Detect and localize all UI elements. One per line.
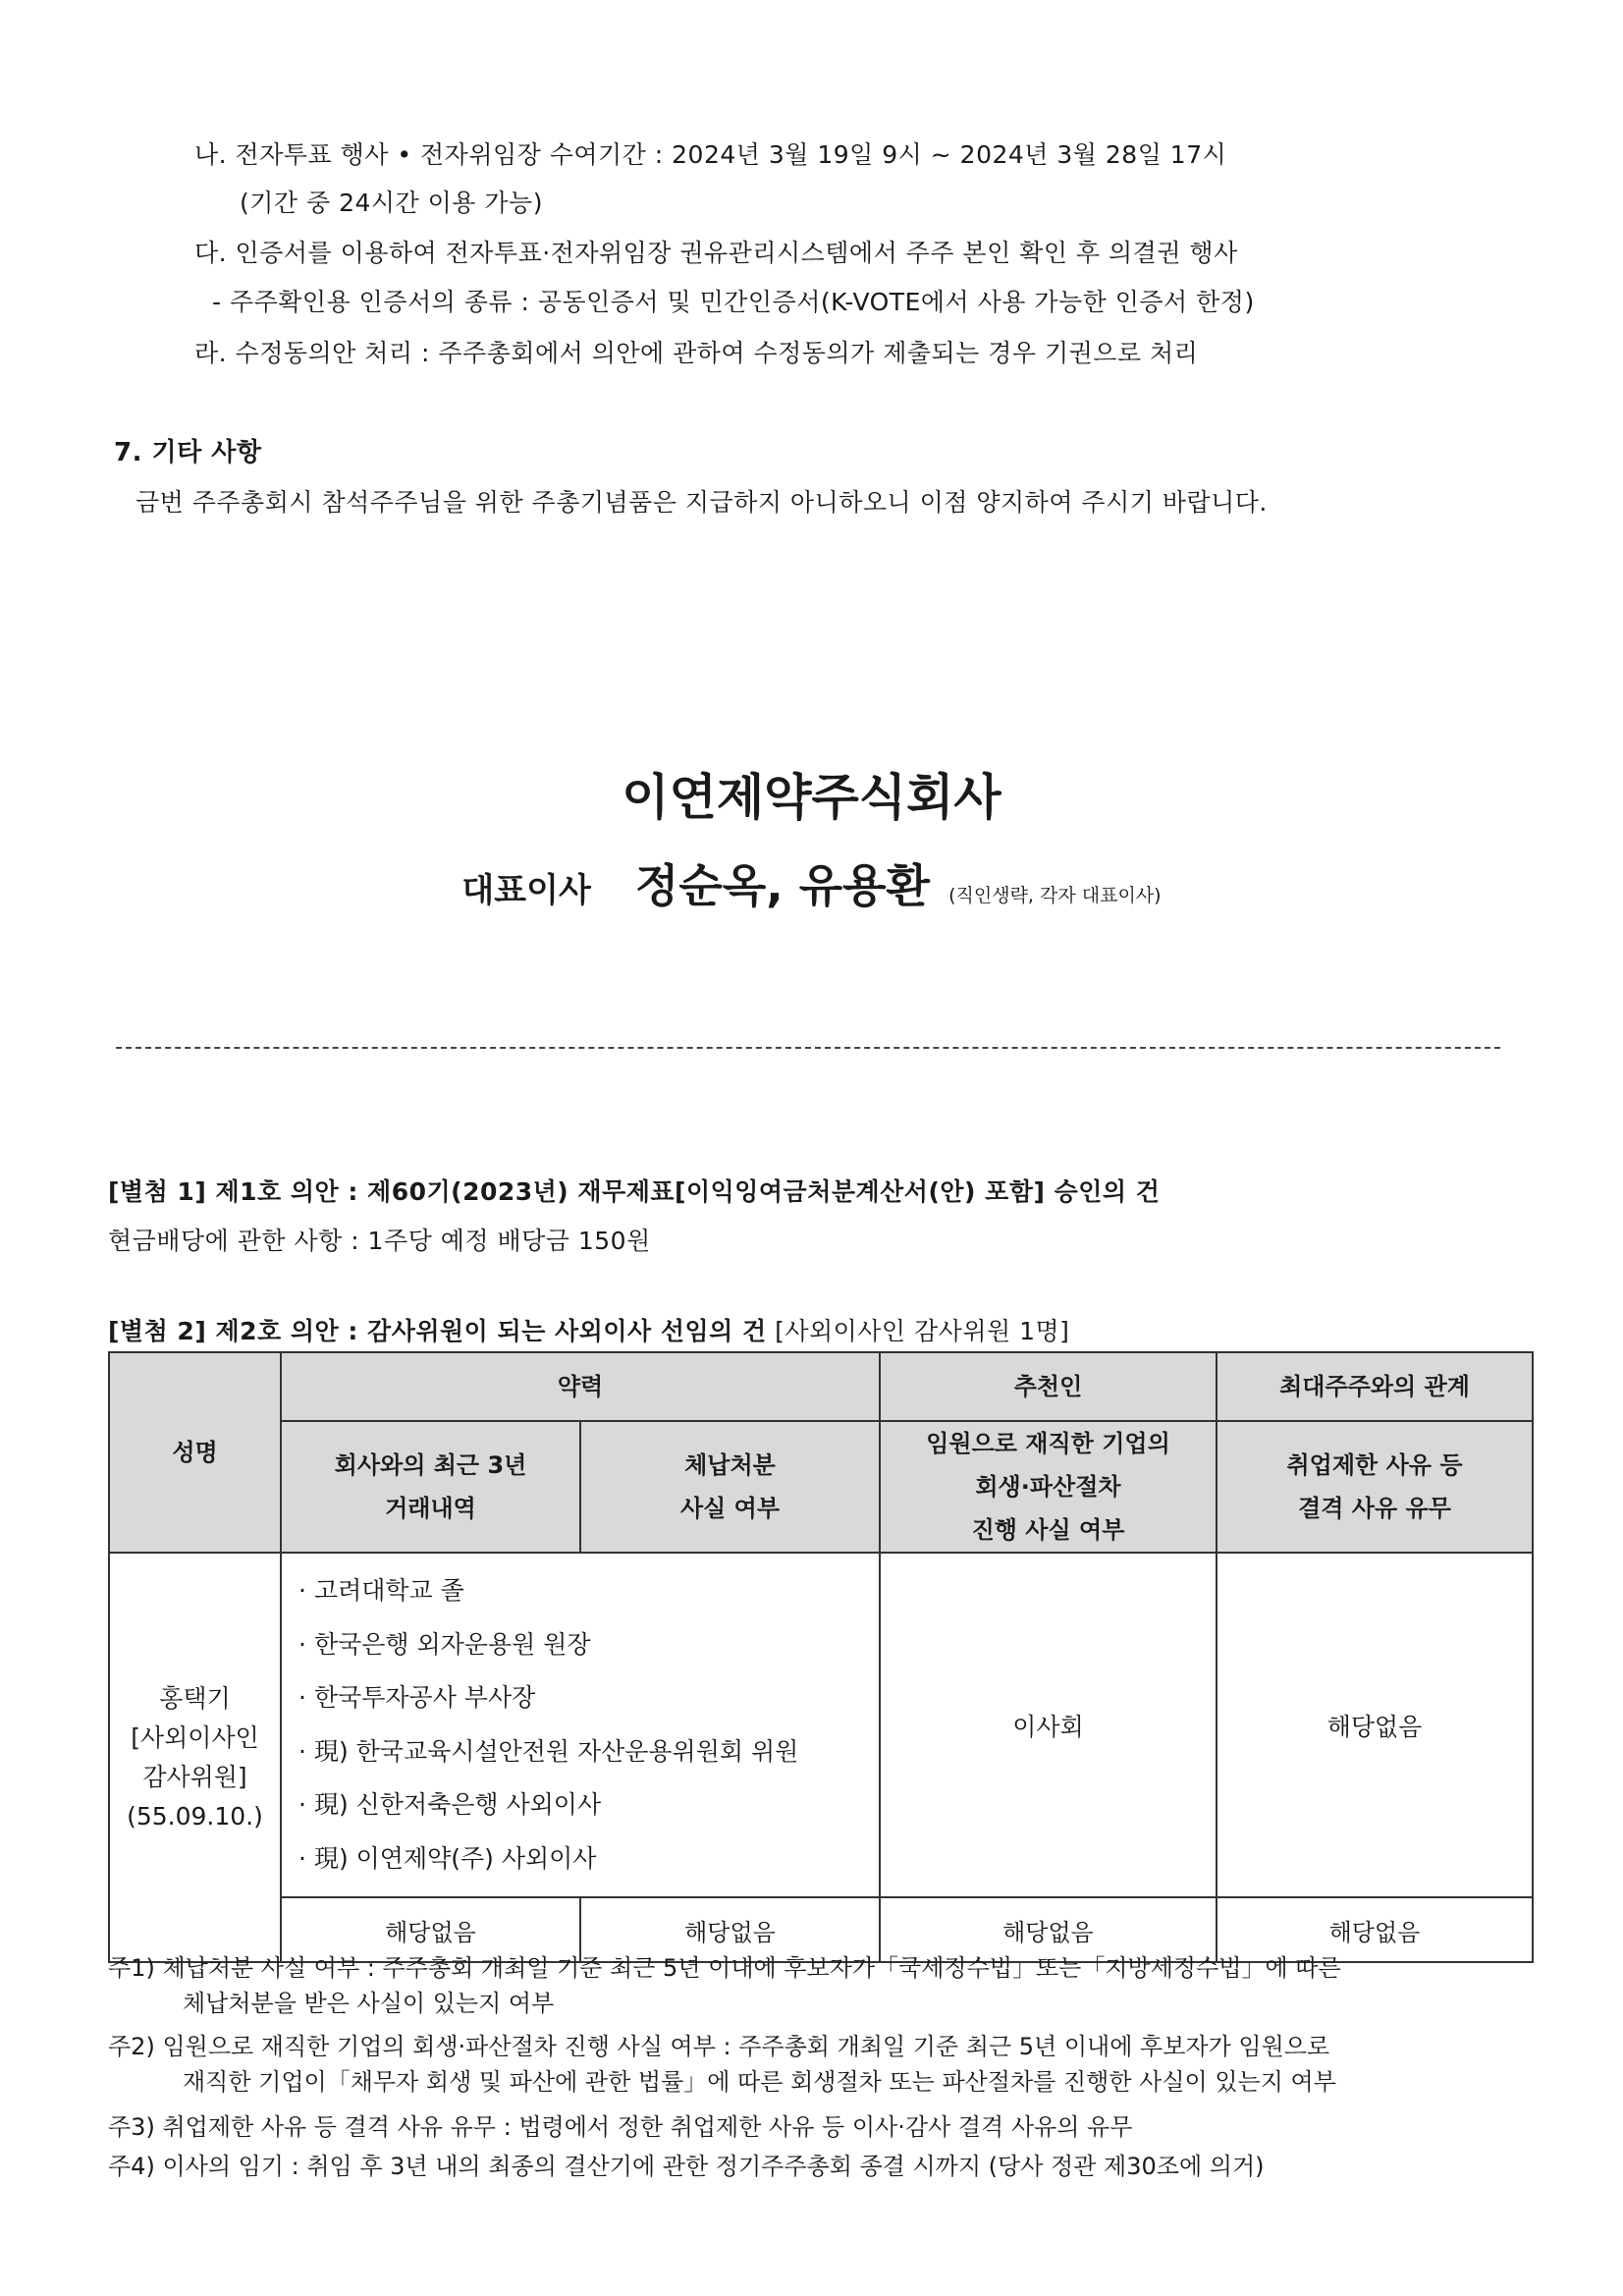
footnote-1-line1: 주1) 체납처분 사실 여부 : 주주총회 개최일 기준 최근 5년 이내에 후보자가「국세징수법」또는「지방세징수법」에 따른 [108,1954,1341,1982]
career-item: · 한국은행 외자운용원 원장 [298,1618,878,1672]
item-da: 다. 인증서를 이용하여 전자투표·전자위임장 권유관리시스템에서 주주 본인 확인 후 의결권 행사 [194,239,1238,267]
annex2-heading [108,1312,1069,1347]
item-da-sub: - 주주확인용 인증서의 종류 : 공동인증서 및 민간인증서(K-VOTE에서 사용 가능한 인증서 한정) [212,288,1255,316]
annex2-heading-bold: [별첨 2] 제2호 의안 : 감사위원이 되는 사외이사 선임의 건 [108,1317,767,1345]
section7-text: 금번 주주총회시 참석주주님을 위한 주총기념품은 지급하지 아니하오니 이점 양지하여 주시기 바랍니다. [135,488,1268,517]
header-bankruptcy: 임원으로 재직한 기업의 회생·파산절차 진행 사실 여부 [880,1421,1217,1553]
recommender-value: 이사회 [880,1553,1217,1897]
footnote-1 [108,1950,1341,2021]
annex1-heading: [별첨 1] 제1호 의안 : 제60기(2023년) 재무제표[이익잉여금처분계산서(안) 포함] 승인의 건 [108,1177,1161,1206]
header-recommender: 추천인 [880,1352,1217,1421]
bankruptcy-value: 해당없음 [880,1897,1217,1962]
ceo-note: (직인생략, 각자 대표이사) [948,885,1162,906]
annex1-text: 현금배당에 관한 사항 : 1주당 예정 배당금 150원 [108,1227,651,1255]
header-relation: 최대주주와의 관계 [1217,1352,1533,1421]
divider [116,1047,1500,1049]
item-ra: 라. 수정동의안 처리 : 주주총회에서 의안에 관하여 수정동의가 제출되는 경우 기권으로 처리 [194,339,1199,367]
footnote-4: 주4) 이사의 임기 : 취임 후 3년 내의 최종의 결산기에 관한 정기주주총회 종결 시까지 (당사 정관 제30조에 의거) [108,2153,1265,2180]
footnote-2-line2: 재직한 기업이「채무자 회생 및 파산에 관한 법률」에 따른 회생절차 또는 파산절차를 진행한 사실이 있는지 여부 [183,2068,1336,2096]
relation-value: 해당없음 [1217,1553,1533,1897]
company-name: 이연제약주식회사 [622,769,1001,826]
footnote-2-line1: 주2) 임원으로 재직한 기업의 회생·파산절차 진행 사실 여부 : 주주총회 개최일 기준 최근 5년 이내에 후보자가 임원으로 [108,2033,1330,2060]
candidate-name: 홍택기 [사외이사인 감사위원] (55.09.10.) [109,1553,281,1962]
ceo-line [0,850,1623,915]
transactions-value: 해당없음 [281,1897,580,1962]
header-transactions: 회사와의 최근 3년 거래내역 [281,1421,580,1553]
career-item: · 한국투자공사 부사장 [298,1671,878,1725]
candidate-table [108,1351,1534,1963]
footnote-1-line2: 체납처분을 받은 사실이 있는지 여부 [183,1990,555,2017]
annex2-heading-rest: [사외이사인 감사위원 1명] [775,1317,1070,1345]
item-na: 나. 전자투표 행사 • 전자위임장 수여기간 : 2024년 3월 19일 9시 ~ 2024년 3월 28일 17시 [194,140,1227,169]
section7-heading: 7. 기타 사항 [114,438,262,467]
header-tax: 체납처분 사실 여부 [580,1421,880,1553]
ceo-names: 정순옥, 유용환 [634,859,930,912]
career-cell [281,1553,880,1897]
career-item: · 現) 신한저축은행 사외이사 [298,1778,878,1832]
career-item: · 現) 한국교육시설안전원 자산운용위원회 위원 [298,1725,878,1779]
item-na-note: (기간 중 24시간 이용 가능) [240,189,543,217]
tax-value: 해당없음 [580,1897,880,1962]
career-item: · 고려대학교 졸 [298,1564,878,1618]
footnote-3: 주3) 취업제한 사유 등 결격 사유 유무 : 법령에서 정한 취업제한 사유 등 이사·감사 결격 사유의 유무 [108,2113,1133,2141]
header-disqualify: 취업제한 사유 등 결격 사유 유무 [1217,1421,1533,1553]
career-item: · 現) 이연제약(주) 사외이사 [298,1832,878,1886]
footnote-2 [108,2029,1336,2100]
career-list [283,1555,878,1895]
disqualify-value: 해당없음 [1217,1897,1533,1962]
header-name: 성명 [109,1352,281,1553]
header-career: 약력 [281,1352,880,1421]
ceo-role: 대표이사 [461,871,591,910]
